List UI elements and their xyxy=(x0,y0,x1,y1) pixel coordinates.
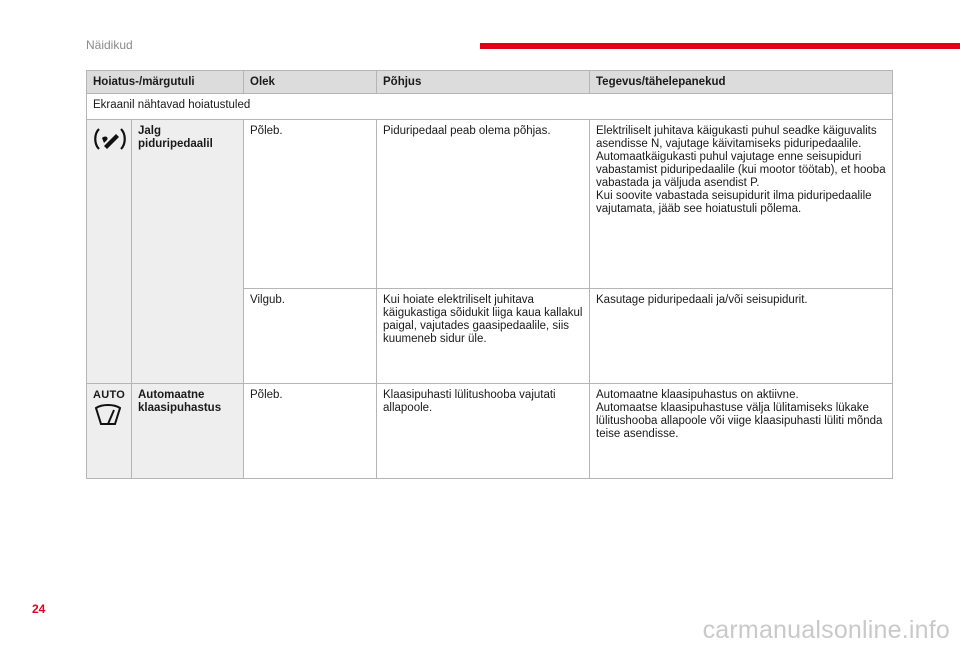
pohjus-cell: Klaasipuhasti lülitushooba vajutati allapoole. xyxy=(377,384,590,479)
watermark: carmanualsonline.info xyxy=(702,616,950,644)
brake-icon-cell xyxy=(87,120,132,384)
column-header-tegevus: Tegevus/tähelepanekud xyxy=(590,71,893,94)
tegevus-line: Automaatse klaasipuhastuse välja lülitamiseks lükake lülitushooba allapoole või viige klaasipuhasti lüliti mõnda teise asendisse. xyxy=(596,402,883,440)
wiper-icon-cell xyxy=(87,384,132,479)
auto-wiper-icon xyxy=(93,417,123,429)
table-subheading-row xyxy=(87,94,893,120)
table-row xyxy=(87,120,893,289)
olek-cell: Põleb. xyxy=(244,384,377,479)
foot-on-brake-pedal-icon xyxy=(93,144,127,156)
column-header-pohjus: Põhjus xyxy=(377,71,590,94)
tegevus-line: Kasutage piduripedaali ja/või seisupidurit. xyxy=(596,294,808,306)
table-row xyxy=(87,384,893,479)
section-title: Näidikud xyxy=(86,38,133,52)
tegevus-line: Automaatkäigukasti puhul vajutage enne seisupiduri vabastamist piduripedaalile (kui mootor töötab), et hooba vabastada ja väljuda asendist P. xyxy=(596,151,886,189)
tegevus-cell xyxy=(590,120,893,289)
tegevus-line: Kui soovite vabastada seisupidurit ilma piduripedaalile vajutamata, jääb see hoiatustuli põlema. xyxy=(596,190,872,215)
tegevus-cell xyxy=(590,384,893,479)
column-header-olek: Olek xyxy=(244,71,377,94)
warning-name-wiper: Automaatne klaasipuhastus xyxy=(132,384,244,479)
auto-label: AUTO xyxy=(93,389,126,401)
warning-name-brake: Jalg piduripedaalil xyxy=(132,120,244,384)
tegevus-cell xyxy=(590,289,893,384)
table-header-row xyxy=(87,71,893,94)
pohjus-cell: Kui hoiate elektriliselt juhitava käigukastiga sõidukit liiga kaua kallakul paigal, vajutades gaasipedaalile, siis kuumeneb sidur üle. xyxy=(377,289,590,384)
warning-lights-table xyxy=(86,70,893,479)
column-header-hoiatus: Hoiatus-/märgutuli xyxy=(87,71,244,94)
tegevus-line: Automaatne klaasipuhastus on aktiivne. xyxy=(596,389,799,401)
page-number: 24 xyxy=(32,602,46,616)
olek-cell: Vilgub. xyxy=(244,289,377,384)
pohjus-cell: Piduripedaal peab olema põhjas. xyxy=(377,120,590,289)
header-accent-bar xyxy=(480,43,960,49)
tegevus-line: Elektriliselt juhitava käigukasti puhul seadke käiguvalits asendisse N, vajutage käivitamiseks piduripedaalile. xyxy=(596,125,877,150)
table-subheading: Ekraanil nähtavad hoiatustuled xyxy=(87,94,893,120)
olek-cell: Põleb. xyxy=(244,120,377,289)
